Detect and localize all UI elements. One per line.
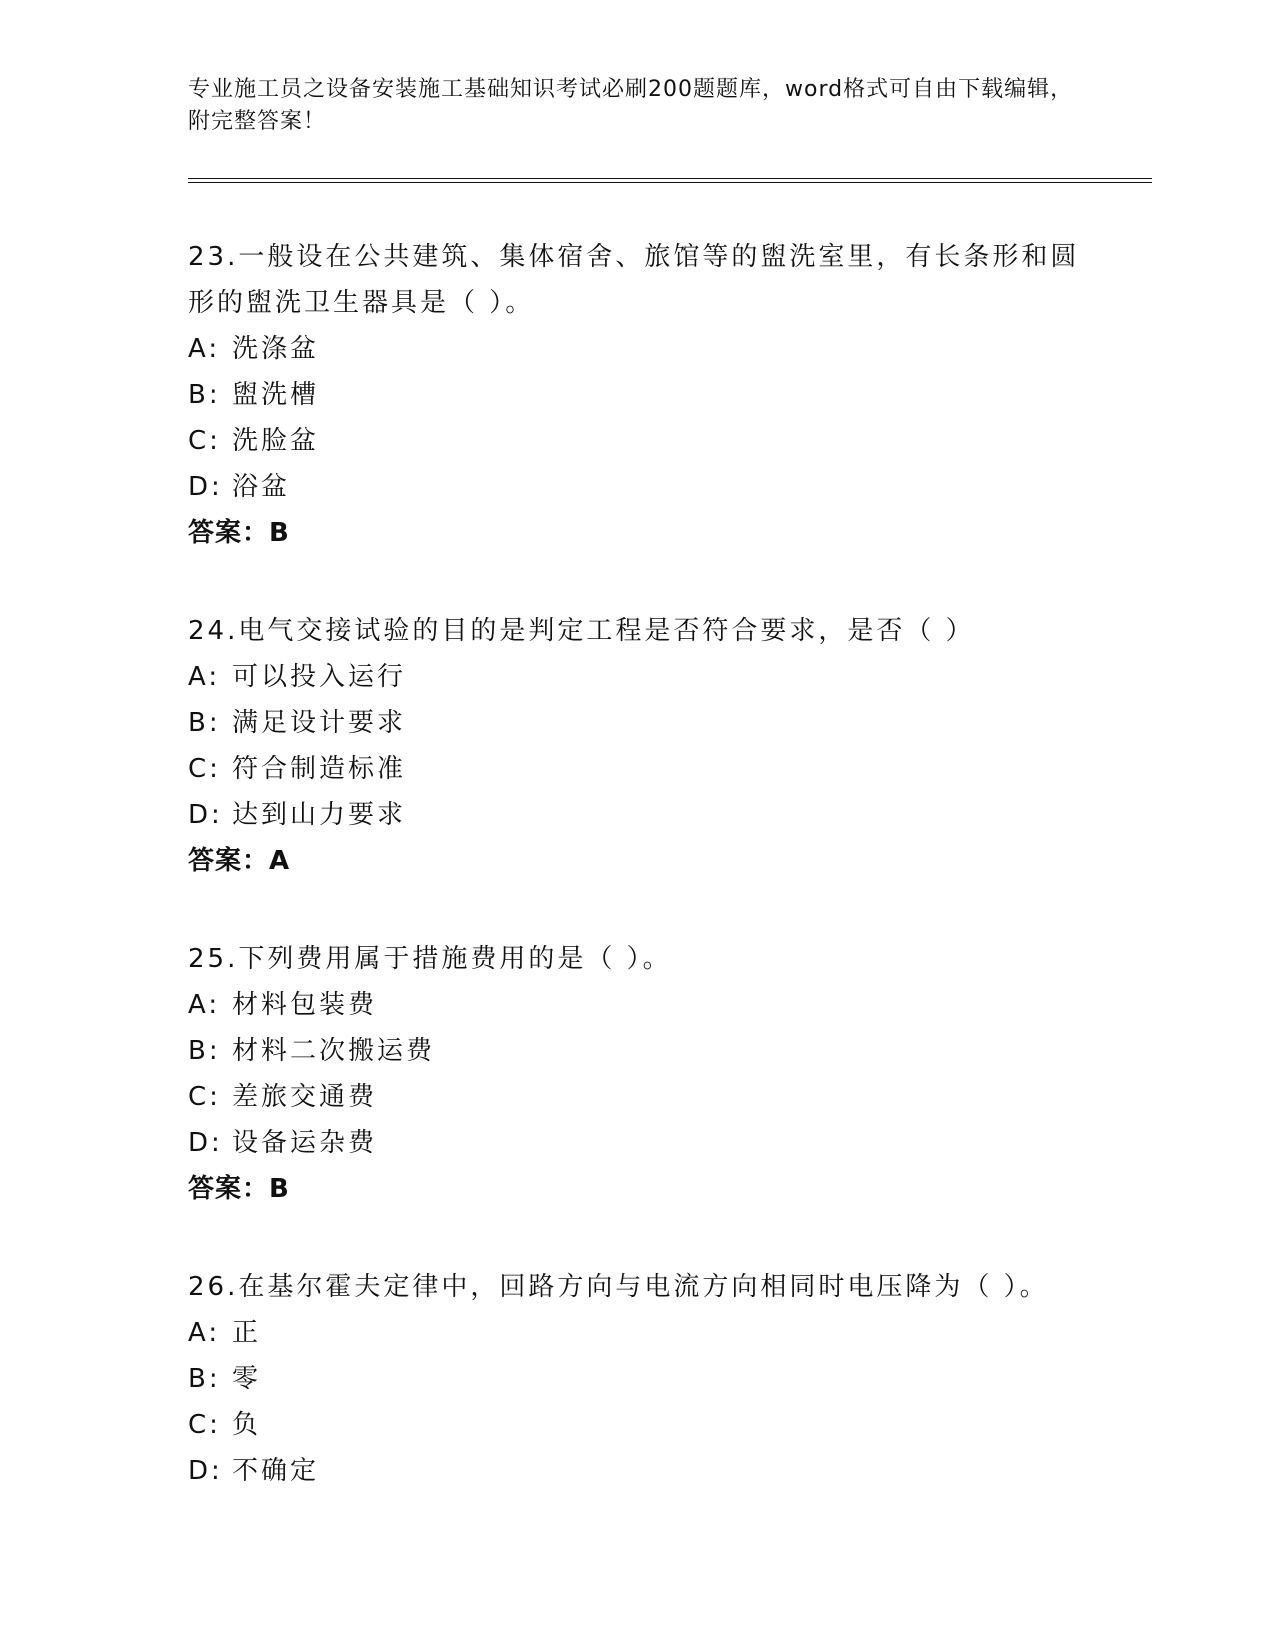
option-text: 满足设计要求 (232, 708, 407, 738)
answer-line: 答案：B (188, 518, 290, 548)
option-letter: A: (188, 334, 221, 364)
option-text: 洗脸盆 (232, 426, 320, 456)
option-d (188, 1120, 1088, 1166)
option-letter: A: (188, 990, 221, 1020)
answer-line: 答案：B (188, 1174, 290, 1204)
question-stem: 24.电气交接试验的目的是判定工程是否符合要求，是否（ ） (188, 616, 975, 646)
question-23 (188, 234, 1088, 556)
option-letter: A: (188, 1318, 221, 1348)
option-text: 材料包装费 (232, 990, 378, 1020)
option-letter: C: (188, 1082, 221, 1112)
option-d (188, 464, 1088, 510)
option-text: 达到山力要求 (232, 800, 407, 830)
option-text: 符合制造标准 (232, 754, 407, 784)
option-text: 盥洗槽 (232, 380, 320, 410)
option-letter: C: (188, 426, 221, 456)
option-letter: C: (188, 754, 221, 784)
option-letter: D: (188, 1128, 223, 1158)
question-list (188, 234, 1088, 1546)
question-stem: 26.在基尔霍夫定律中，回路方向与电流方向相同时电压降为（ ）。 (188, 1272, 1049, 1302)
option-text: 差旅交通费 (232, 1082, 378, 1112)
option-letter: D: (188, 472, 223, 502)
question-25 (188, 936, 1088, 1212)
option-d (188, 1448, 1088, 1494)
option-a (188, 982, 1088, 1028)
option-a (188, 654, 1088, 700)
option-text: 材料二次搬运费 (232, 1036, 436, 1066)
document-header: 专业施工员之设备安装施工基础知识考试必刷200题题库，word格式可自由下载编辑，附完整答案！ (188, 77, 1074, 134)
option-text: 可以投入运行 (232, 662, 407, 692)
option-b (188, 1356, 1088, 1402)
option-text: 洗涤盆 (232, 334, 320, 364)
option-b (188, 1028, 1088, 1074)
option-letter: A: (188, 662, 221, 692)
option-text: 浴盆 (232, 472, 291, 502)
option-c (188, 1402, 1088, 1448)
option-letter: D: (188, 800, 223, 830)
option-text: 零 (232, 1364, 262, 1394)
option-text: 正 (232, 1318, 262, 1348)
answer-line: 答案：A (188, 846, 291, 876)
option-text: 负 (232, 1410, 262, 1440)
option-a (188, 326, 1088, 372)
option-b (188, 372, 1088, 418)
question-26 (188, 1264, 1088, 1494)
option-letter: B: (188, 1036, 221, 1066)
option-letter: B: (188, 380, 221, 410)
question-24 (188, 608, 1088, 884)
header-divider-top (188, 178, 1152, 179)
option-letter: B: (188, 1364, 221, 1394)
option-letter: B: (188, 708, 221, 738)
question-stem: 25.下列费用属于措施费用的是（ ）。 (188, 944, 672, 974)
header-divider-bottom (188, 182, 1152, 183)
option-text: 设备运杂费 (232, 1128, 378, 1158)
question-stem: 23.一般设在公共建筑、集体宿舍、旅馆等的盥洗室里，有长条形和圆形的盥洗卫生器具是（ ）。 (188, 242, 1080, 318)
option-letter: D: (188, 1456, 223, 1486)
option-c (188, 1074, 1088, 1120)
option-c (188, 418, 1088, 464)
option-a (188, 1310, 1088, 1356)
option-c (188, 746, 1088, 792)
option-d (188, 792, 1088, 838)
option-letter: C: (188, 1410, 221, 1440)
option-text: 不确定 (232, 1456, 320, 1486)
option-b (188, 700, 1088, 746)
